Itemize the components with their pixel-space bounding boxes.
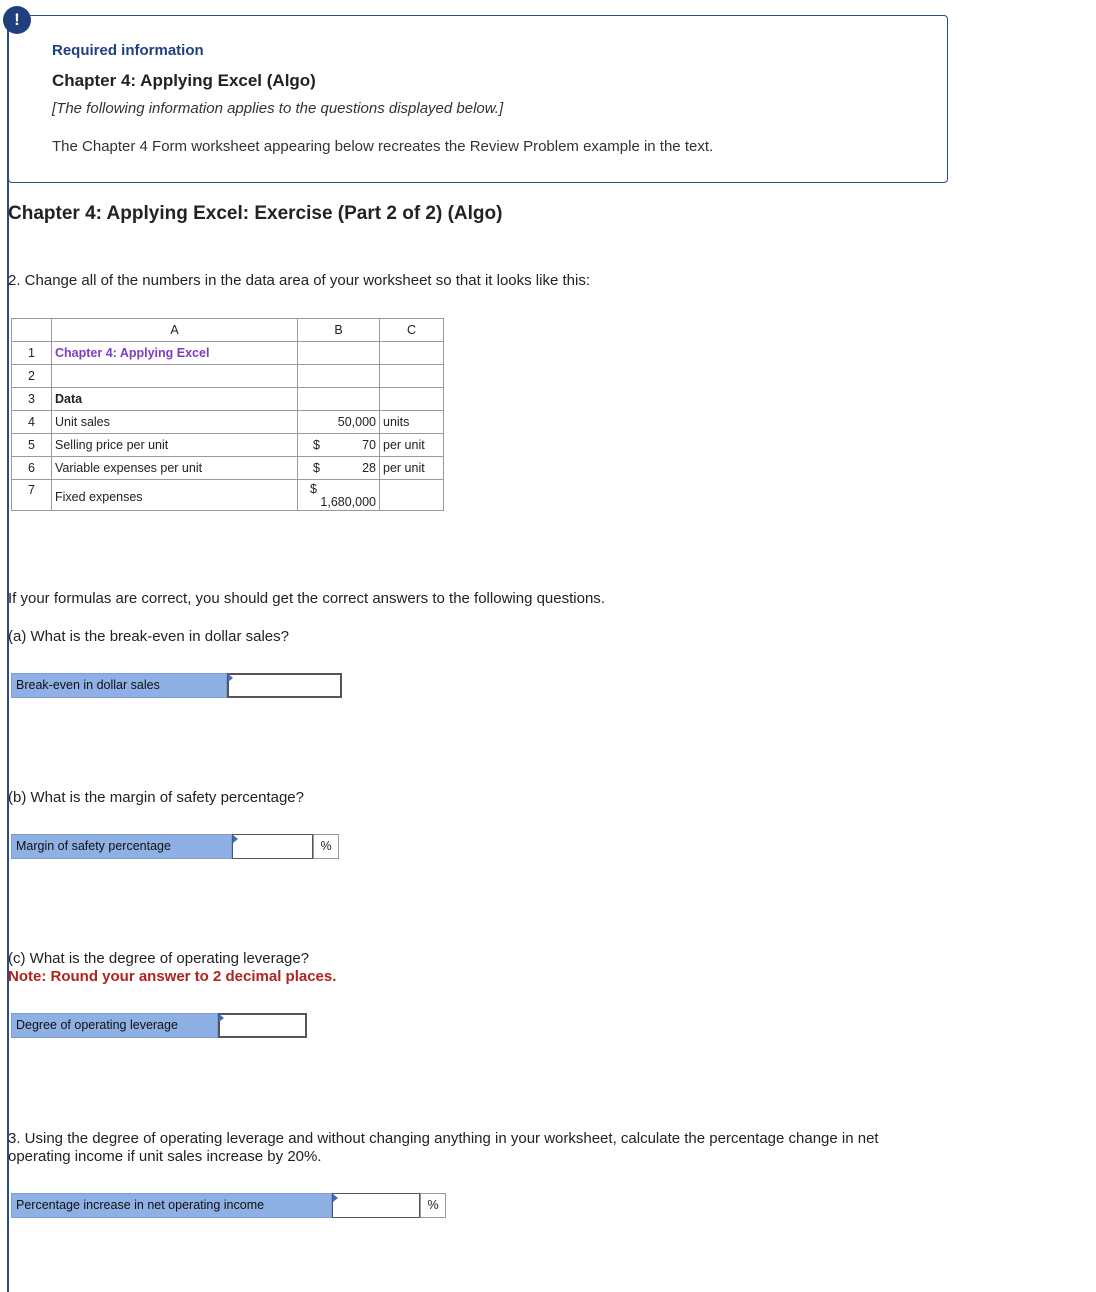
cell-a6: Variable expenses per unit (52, 457, 298, 480)
input-marker-icon (219, 1014, 224, 1022)
question-a-text: (a) What is the break-even in dollar sales? (8, 628, 289, 645)
cell-a2 (52, 365, 298, 388)
question-2-text: 2. Change all of the numbers in the data area of your worksheet so that it looks like this: (8, 272, 590, 289)
table-row (12, 480, 444, 511)
table-row (12, 342, 444, 365)
worksheet-table (11, 318, 444, 511)
percent-unit: % (420, 1193, 446, 1218)
currency-sign: $ (313, 438, 320, 452)
exclamation-icon: ! (3, 6, 31, 34)
net-income-increase-label: Percentage increase in net operating income (11, 1193, 332, 1218)
net-income-increase-input[interactable] (332, 1193, 420, 1218)
cell-c4: units (380, 411, 444, 434)
cell-b2 (298, 365, 380, 388)
currency-sign: $ (313, 461, 320, 475)
required-info-box (8, 15, 948, 183)
cell-b7 (298, 480, 380, 511)
row-number: 1 (12, 342, 52, 365)
info-chapter-title: Chapter 4: Applying Excel (Algo) (52, 71, 316, 90)
input-marker-icon (228, 674, 233, 682)
rounding-note: Note: Round your answer to 2 decimal places. (8, 968, 337, 985)
operating-leverage-label: Degree of operating leverage (11, 1013, 218, 1038)
column-header-c: C (380, 319, 444, 342)
cell-c3 (380, 388, 444, 411)
row-number: 2 (12, 365, 52, 388)
question-3-line1: 3. Using the degree of operating leverage and without changing anything in your worksheet, calculate the percentage change in net (8, 1130, 879, 1147)
cell-b1 (298, 342, 380, 365)
row-number: 6 (12, 457, 52, 480)
cell-a1: Chapter 4: Applying Excel (52, 342, 298, 365)
cell-a5: Selling price per unit (52, 434, 298, 457)
column-header-a: A (52, 319, 298, 342)
row-number: 7 (12, 480, 52, 511)
intro-text: If your formulas are correct, you should get the correct answers to the following questions. (8, 590, 605, 607)
cell-c2 (380, 365, 444, 388)
column-header-row (12, 319, 444, 342)
cell-a4: Unit sales (52, 411, 298, 434)
table-row (12, 434, 444, 457)
cell-b5 (298, 434, 380, 457)
cell-b4: 50,000 (298, 411, 380, 434)
cell-a3: Data (52, 388, 298, 411)
question-3-line2: operating income if unit sales increase by 20%. (8, 1148, 322, 1165)
section-title: Chapter 4: Applying Excel: Exercise (Part 2 of 2) (Algo) (8, 203, 503, 224)
info-applies-note: [The following information applies to the questions displayed below.] (52, 100, 504, 117)
column-header-b: B (298, 319, 380, 342)
operating-leverage-input[interactable] (218, 1013, 307, 1038)
cell-value: 28 (362, 461, 376, 475)
info-description: The Chapter 4 Form worksheet appearing below recreates the Review Problem example in the text. (52, 138, 714, 155)
break-even-label: Break-even in dollar sales (11, 673, 227, 698)
row-number: 4 (12, 411, 52, 434)
input-marker-icon (233, 835, 238, 843)
margin-of-safety-input[interactable] (232, 834, 313, 859)
question-b-text: (b) What is the margin of safety percentage? (8, 789, 304, 806)
cell-b6 (298, 457, 380, 480)
table-row (12, 365, 444, 388)
row-number: 3 (12, 388, 52, 411)
cell-c5: per unit (380, 434, 444, 457)
required-info-heading: Required information (52, 42, 204, 59)
cell-value: 70 (362, 438, 376, 452)
break-even-input[interactable] (227, 673, 342, 698)
question-c-text: (c) What is the degree of operating leverage? (8, 950, 310, 967)
input-marker-icon (333, 1194, 338, 1202)
margin-of-safety-label: Margin of safety percentage (11, 834, 232, 859)
table-row (12, 457, 444, 480)
cell-c6: per unit (380, 457, 444, 480)
cell-value: 1,680,000 (320, 494, 376, 509)
cell-c1 (380, 342, 444, 365)
cell-b3 (298, 388, 380, 411)
currency-sign: $ (310, 481, 317, 496)
percent-unit: % (313, 834, 339, 859)
cell-c7 (380, 480, 444, 511)
table-row (12, 411, 444, 434)
table-row (12, 388, 444, 411)
row-number: 5 (12, 434, 52, 457)
corner-cell (12, 319, 52, 342)
cell-a7: Fixed expenses (52, 480, 298, 511)
